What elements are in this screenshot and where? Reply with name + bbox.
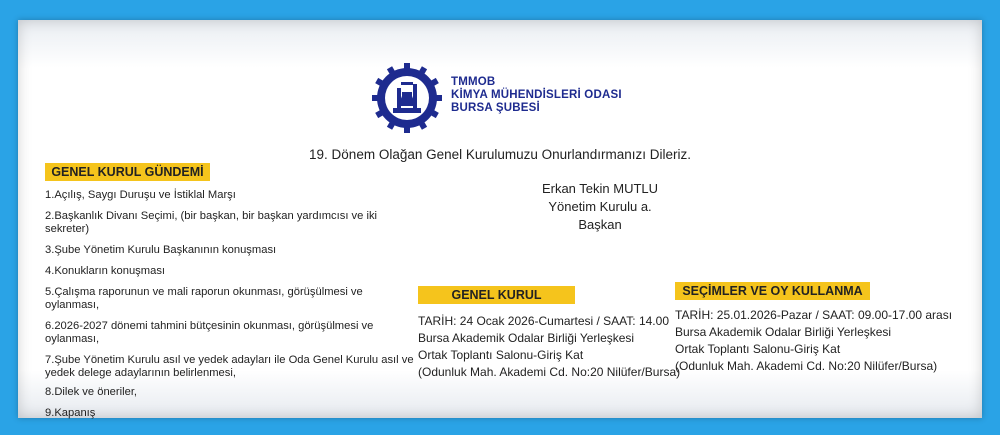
signature-block <box>510 180 690 234</box>
agenda-item: 4.Konukların konuşması <box>45 265 166 277</box>
elections-date: TARİH: 25.01.2026-Pazar / SAAT: 09.00-17.00 arası <box>675 308 953 322</box>
agenda-item: 3.Şube Yönetim Kurulu Başkanının konuşması <box>45 244 277 256</box>
agenda-item: 1.Açılış, Saygı Duruşu ve İstiklal Marşı <box>45 189 236 201</box>
org-line-2: KİMYA MÜHENDİSLERİ ODASI <box>451 89 622 101</box>
general-assembly-title: GENEL KURUL <box>418 286 575 304</box>
agenda-item: 5.Çalışma raporunun ve mali raporun okunması, görüşülmesi ve oylanması, <box>45 286 363 311</box>
signature-name: Erkan Tekin MUTLU <box>541 181 659 196</box>
elections-address: (Odunluk Mah. Akademi Cd. No:20 Nilüfer/Bursa) <box>675 359 938 373</box>
signature-role: Başkan <box>578 217 622 232</box>
signature-title: Yönetim Kurulu a. <box>548 199 652 214</box>
general-assembly-venue: Bursa Akademik Odalar Birliği Yerleşkesi <box>418 331 635 345</box>
elections-hall: Ortak Toplantı Salonu-Giriş Kat <box>675 342 841 356</box>
agenda-list <box>45 189 415 428</box>
agenda-item: 8.Dilek ve öneriler, <box>45 386 138 398</box>
general-assembly-address: (Odunluk Mah. Akademi Cd. No:20 Nilüfer/Bursa) <box>418 365 681 379</box>
elections-venue: Bursa Akademik Odalar Birliği Yerleşkesi <box>675 325 892 339</box>
agenda-item: 7.Şube Yönetim Kurulu asıl ve yedek adayları ile Oda Genel Kurulu asıl ve yedek delege adaylarının belirlenmesi, <box>45 354 414 379</box>
org-line-3: BURSA ŞUBESİ <box>451 102 540 114</box>
organization-name <box>451 76 622 115</box>
general-assembly-hall: Ortak Toplantı Salonu-Giriş Kat <box>418 348 584 362</box>
agenda-item: 9.Kapanış <box>45 407 96 419</box>
agenda-item: 2.Başkanlık Divanı Seçimi, (bir başkan, bir başkan yardımcısı ve iki sekreter) <box>45 210 378 235</box>
invitation-text: 19. Dönem Olağan Genel Kurulumuzu Onurlandırmanızı Dileriz. <box>309 147 691 162</box>
agenda-title: GENEL KURUL GÜNDEMİ <box>45 163 210 181</box>
general-assembly-date: TARİH: 24 Ocak 2026-Cumartesi / SAAT: 14.00 <box>418 314 669 328</box>
agenda-item: 6.2026-2027 dönemi tahmini bütçesinin okunması, görüşülmesi ve oylanması, <box>45 320 374 345</box>
general-assembly-details <box>418 313 680 381</box>
gear-flask-emblem-icon <box>371 62 443 134</box>
org-line-1: TMMOB <box>451 76 496 88</box>
elections-title: SEÇİMLER VE OY KULLANMA <box>675 282 870 300</box>
elections-details <box>675 307 952 375</box>
